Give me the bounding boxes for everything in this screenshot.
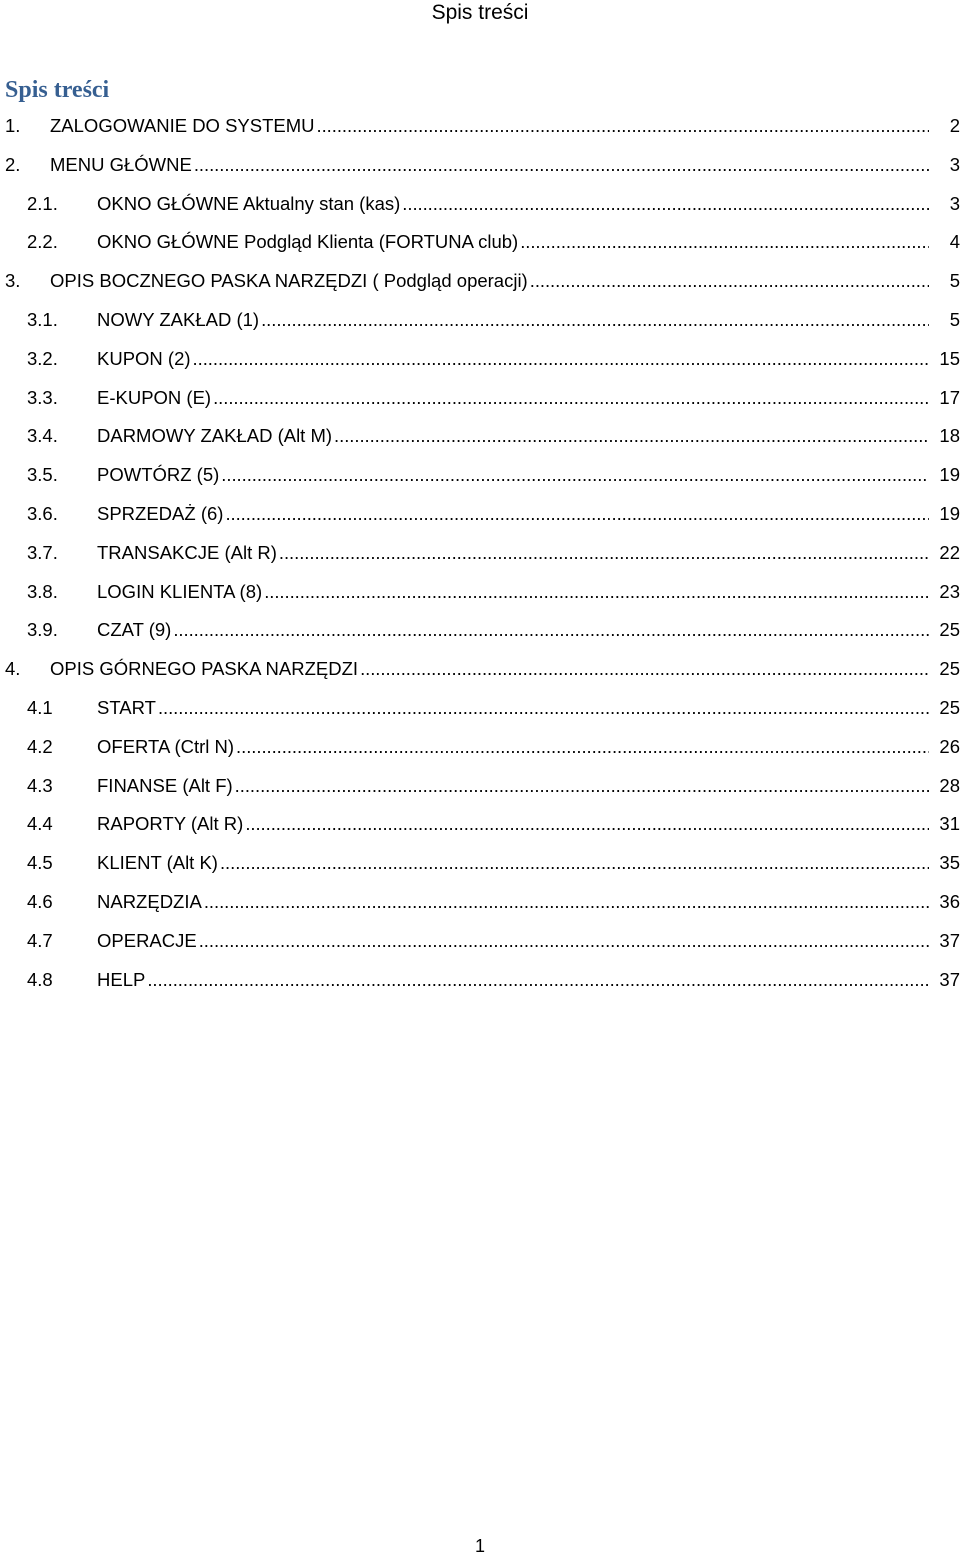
toc-entry[interactable]: [0, 734, 960, 760]
toc-entry-page: 28: [939, 774, 960, 796]
toc-dot-leader: [173, 617, 929, 643]
toc-entry-number: 3.3.: [27, 386, 58, 408]
toc-entry-number: 4.8: [27, 968, 53, 990]
toc-entry[interactable]: [0, 462, 960, 488]
toc-entry[interactable]: [0, 229, 960, 255]
toc-dot-leader: [194, 152, 929, 178]
toc-entry-link[interactable]: [97, 307, 932, 333]
toc-entry-page: 3: [949, 153, 960, 175]
toc-entry-number: 3.8.: [27, 580, 58, 602]
toc-entry-label: MENU GŁÓWNE: [50, 153, 192, 175]
toc-dot-leader: [264, 579, 929, 605]
toc-entry-number: 2.: [5, 153, 21, 175]
toc-entry-number: 4.2: [27, 735, 53, 757]
toc-dot-leader: [158, 695, 929, 721]
toc-dot-leader: [317, 113, 929, 139]
toc-entry-number: 4.1: [27, 697, 53, 718]
toc-entry-number: 2.1.: [27, 192, 58, 214]
toc-entry[interactable]: [0, 152, 960, 178]
toc-dot-leader: [235, 773, 929, 799]
toc-entry-link[interactable]: [50, 268, 932, 294]
toc-entry[interactable]: [0, 773, 960, 799]
toc-heading: Spis treści: [5, 77, 110, 103]
toc-entry-link[interactable]: [50, 113, 932, 139]
toc-entry-page: 19: [939, 464, 960, 486]
toc-entry-label: OPIS BOCZNEGO PASKA NARZĘDZI ( Podgląd operacji): [50, 270, 528, 292]
toc-entry-label: TRANSAKCJE (Alt R): [97, 541, 277, 563]
toc-dot-leader: [199, 928, 929, 954]
toc-entry-number: 3.1.: [27, 309, 58, 330]
toc-entry[interactable]: [0, 811, 960, 837]
toc-entry-number: 4.4: [27, 813, 53, 835]
toc-dot-leader: [225, 501, 929, 527]
page-number: 1: [474, 1536, 485, 1556]
toc-entry-page: 18: [939, 425, 960, 447]
toc-entry-link[interactable]: [97, 462, 932, 488]
toc-entry-page: 26: [939, 735, 960, 757]
toc-dot-leader: [334, 423, 929, 449]
toc-entry-page: 23: [939, 580, 960, 602]
toc-entry-page: 31: [939, 813, 960, 835]
toc-entry-link[interactable]: [97, 850, 932, 876]
toc-entry-number: 4.3: [27, 774, 53, 796]
toc-entry-link[interactable]: [97, 967, 932, 993]
toc-entry-link[interactable]: [97, 734, 932, 760]
toc-entry-page: 37: [939, 968, 960, 990]
toc-entry[interactable]: [0, 423, 960, 449]
toc-entry[interactable]: [0, 346, 960, 372]
toc-entry-page: 2: [949, 115, 960, 136]
toc-entry-link[interactable]: [97, 540, 932, 566]
toc-entry-number: 4.5: [27, 852, 53, 874]
toc-entry[interactable]: [0, 617, 960, 643]
toc-entry-label: POWTÓRZ (5): [97, 464, 220, 486]
toc-entry-page: 5: [949, 309, 960, 330]
toc-dot-leader: [147, 967, 929, 993]
toc-entry-page: 4: [949, 231, 960, 253]
toc-entry[interactable]: [0, 850, 960, 876]
toc-dot-leader: [245, 811, 929, 837]
toc-entry-label: KLIENT (Alt K): [97, 852, 218, 874]
toc-entry-number: 4.6: [27, 891, 53, 912]
toc-entry-label: SPRZEDAŻ (6): [97, 503, 224, 524]
toc-entry-link[interactable]: [50, 656, 932, 682]
toc-entry-page: 17: [939, 386, 960, 408]
toc-entry-page: 25: [939, 619, 960, 641]
toc-entry-link[interactable]: [97, 773, 932, 799]
toc-entry-number: 1.: [5, 115, 21, 136]
toc-entry[interactable]: [0, 191, 960, 217]
toc-dot-leader: [236, 734, 929, 760]
toc-entry-label: OFERTA (Ctrl N): [97, 735, 235, 757]
toc-entry-page: 22: [939, 541, 960, 563]
toc-entry-label: OPERACJE: [97, 929, 197, 951]
toc-entry[interactable]: [0, 268, 960, 294]
toc-entry-label: ZALOGOWANIE DO SYSTEMU: [50, 115, 315, 136]
toc-entry[interactable]: [0, 113, 960, 139]
toc-entry-number: 4.: [5, 658, 21, 680]
toc-entry[interactable]: [0, 889, 960, 915]
toc-entry-label: DARMOWY ZAKŁAD (Alt M): [97, 425, 333, 447]
toc-entry-label: LOGIN KLIENTA (8): [97, 580, 263, 602]
toc-entry-label: E-KUPON (E): [97, 386, 212, 408]
toc-entry-page: 5: [949, 270, 960, 292]
toc-dot-leader: [193, 346, 929, 372]
toc-entry-link[interactable]: [97, 889, 932, 915]
toc-entry-link[interactable]: [97, 579, 932, 605]
toc-entry-label: NARZĘDZIA: [97, 891, 202, 912]
toc-dot-leader: [279, 540, 929, 566]
toc-entry-number: 3.9.: [27, 619, 58, 641]
toc-entry-link[interactable]: [50, 152, 932, 178]
toc-entry[interactable]: [0, 967, 960, 993]
toc-entry-label: RAPORTY (Alt R): [97, 813, 244, 835]
toc-entry-label: OPIS GÓRNEGO PASKA NARZĘDZI: [50, 658, 359, 680]
toc-entry-label: KUPON (2): [97, 347, 191, 369]
toc-dot-leader: [520, 229, 929, 255]
toc-entry[interactable]: [0, 656, 960, 682]
toc-entry-link[interactable]: [97, 346, 932, 372]
toc-entry-link[interactable]: [97, 423, 932, 449]
toc-entry-number: 2.2.: [27, 231, 58, 253]
toc-entry-label: FINANSE (Alt F): [97, 774, 233, 796]
toc-entry-page: 37: [939, 929, 960, 951]
toc-entry-link[interactable]: [97, 501, 932, 527]
toc-entry-link[interactable]: [97, 191, 932, 217]
toc-entry[interactable]: [0, 307, 960, 333]
toc-entry-label: CZAT (9): [97, 619, 172, 641]
toc-entry[interactable]: [0, 695, 960, 721]
toc-entry-label: OKNO GŁÓWNE Aktualny stan (kas): [97, 192, 401, 214]
toc-entry[interactable]: [0, 928, 960, 954]
toc-entry-page: 25: [939, 697, 960, 718]
toc-dot-leader: [220, 850, 929, 876]
toc-entry-number: 3.: [5, 270, 21, 292]
toc-entry-link[interactable]: [97, 811, 932, 837]
toc-entry-link[interactable]: [97, 695, 932, 721]
toc-dot-leader: [261, 307, 929, 333]
toc-entry-label: HELP: [97, 968, 146, 990]
toc-entry-page: 36: [939, 891, 960, 912]
toc-entry[interactable]: [0, 579, 960, 605]
toc-entry-page: 25: [939, 658, 960, 680]
toc-dot-leader: [213, 385, 929, 411]
toc-entry-page: 19: [939, 503, 960, 524]
toc-entry-number: 3.6.: [27, 503, 58, 524]
toc-dot-leader: [360, 656, 929, 682]
toc-entry-label: OKNO GŁÓWNE Podgląd Klienta (FORTUNA club): [97, 231, 519, 253]
toc-dot-leader: [221, 462, 929, 488]
toc-entry-number: 3.5.: [27, 464, 58, 486]
toc-dot-leader: [530, 268, 929, 294]
toc-entry-link[interactable]: [97, 229, 932, 255]
toc-entry-page: 3: [949, 192, 960, 214]
toc-entry[interactable]: [0, 540, 960, 566]
toc-entry[interactable]: [0, 385, 960, 411]
toc-dot-leader: [402, 191, 929, 217]
toc-entry-page: 15: [939, 347, 960, 369]
toc-entry-page: 35: [939, 852, 960, 874]
toc-entry-number: 4.7: [27, 929, 53, 951]
toc-entry-label: NOWY ZAKŁAD (1): [97, 309, 260, 330]
toc-entry-number: 3.7.: [27, 541, 58, 563]
toc-dot-leader: [204, 889, 929, 915]
toc-entry-label: START: [97, 697, 156, 718]
toc-entry-link[interactable]: [97, 928, 932, 954]
toc-entry-number: 3.4.: [27, 425, 58, 447]
toc-entry-link[interactable]: [97, 385, 932, 411]
page-header-title: Spis treści: [431, 1, 529, 24]
toc-entry-link[interactable]: [97, 617, 932, 643]
toc-entry[interactable]: [0, 501, 960, 527]
toc-entry-number: 3.2.: [27, 347, 58, 369]
